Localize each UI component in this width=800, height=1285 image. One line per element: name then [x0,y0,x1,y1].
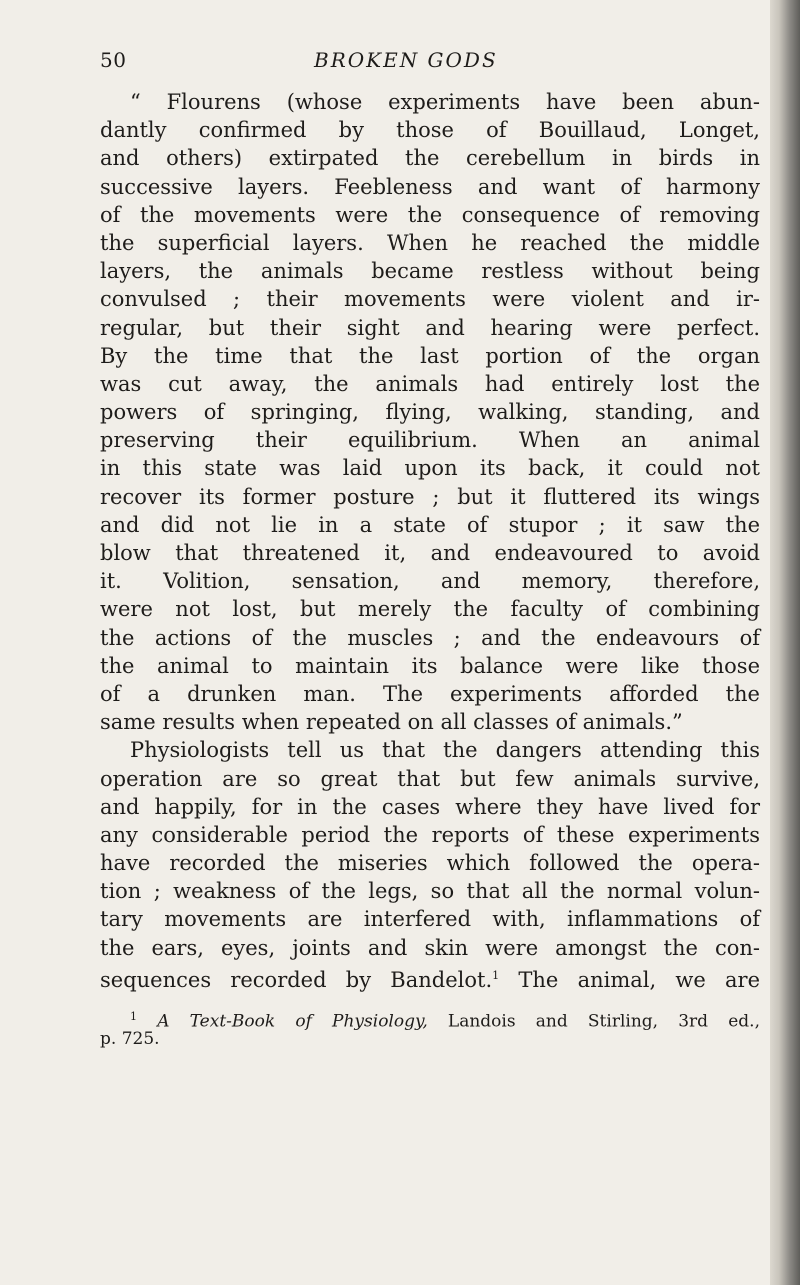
footnote-reference: 1 [492,968,500,982]
text-line: preserving their equilibrium. When an animal [100,428,760,453]
text-line: the superficial layers. When he reached the middle [100,230,760,255]
text-line: tion ; weakness of the legs, so that all the normal volun- [100,879,760,904]
text-line: blow that threatened it, and endeavoured to avoid [100,541,760,565]
footnote-book-title: A Text-Book of Physiology, [157,1011,428,1032]
text-line: successive layers. Feebleness and want of harmony [100,174,760,199]
footnote-line [100,1006,760,1032]
text-segment: sequences recorded by Bandelot. [100,967,493,992]
body-text [100,88,760,990]
text-line: it. Volition, sensation, and memory, therefore, [100,569,760,594]
text-line: any considerable period the reports of these experiments [100,822,760,847]
text-line: layers, the animals became restless without being [100,259,760,284]
page-number: 50 [100,48,127,72]
text-line: and others) extirpated the cerebellum in birds in [100,146,760,171]
text-line: regular, but their sight and hearing were perfect. [100,315,760,340]
text-line-with-footnote-ref [100,962,760,990]
text-line: dantly confirmed by those of Bouillaud, Longet, [100,118,760,143]
running-head: BROKEN GODS [314,48,498,72]
text-line: convulsed ; their movements were violent and ir- [100,287,760,312]
footnote [100,1006,760,1050]
footnote-line: p. 725. [100,1029,160,1049]
text-line: powers of springing, flying, walking, standing, and [100,400,760,425]
text-line: tary movements are interfered with, inflammations of [100,907,760,932]
text-line: operation are so great that but few animals survive, [100,766,760,791]
text-line: in this state was laid upon its back, it could not [100,456,760,481]
text-line: Physiologists tell us that the dangers attending this [130,738,760,763]
footnote-marker: 1 [130,1010,137,1023]
text-line: of the movements were the consequence of removing [100,202,760,227]
text-line: and did not lie in a state of stupor ; it saw the [100,512,760,537]
text-line: the animal to maintain its balance were like those [100,653,760,678]
text-line: the ears, eyes, joints and skin were amongst the con- [100,935,760,960]
footnote-text: Landois and Stirling, 3rd ed., [447,1011,760,1032]
text-line: recover its former posture ; but it fluttered its wings [100,484,760,509]
text-line: were not lost, but merely the faculty of combining [100,597,760,622]
text-line: the actions of the muscles ; and the endeavours of [100,625,760,650]
text-line: have recorded the miseries which followed the opera- [100,851,760,876]
text-line: same results when repeated on all classes of animals.” [100,710,683,735]
page-header [100,48,760,78]
text-line: of a drunken man. The experiments afforded the [100,681,760,706]
text-line: and happily, for in the cases where they have lived for [100,794,760,819]
text-line: “ Flourens (whose experiments have been abun- [130,90,760,114]
text-segment: The animal, we are [518,967,760,992]
page-edge-shadow [770,0,800,1285]
text-line: was cut away, the animals had entirely lost the [100,371,760,396]
text-line: By the time that the last portion of the organ [100,343,760,368]
